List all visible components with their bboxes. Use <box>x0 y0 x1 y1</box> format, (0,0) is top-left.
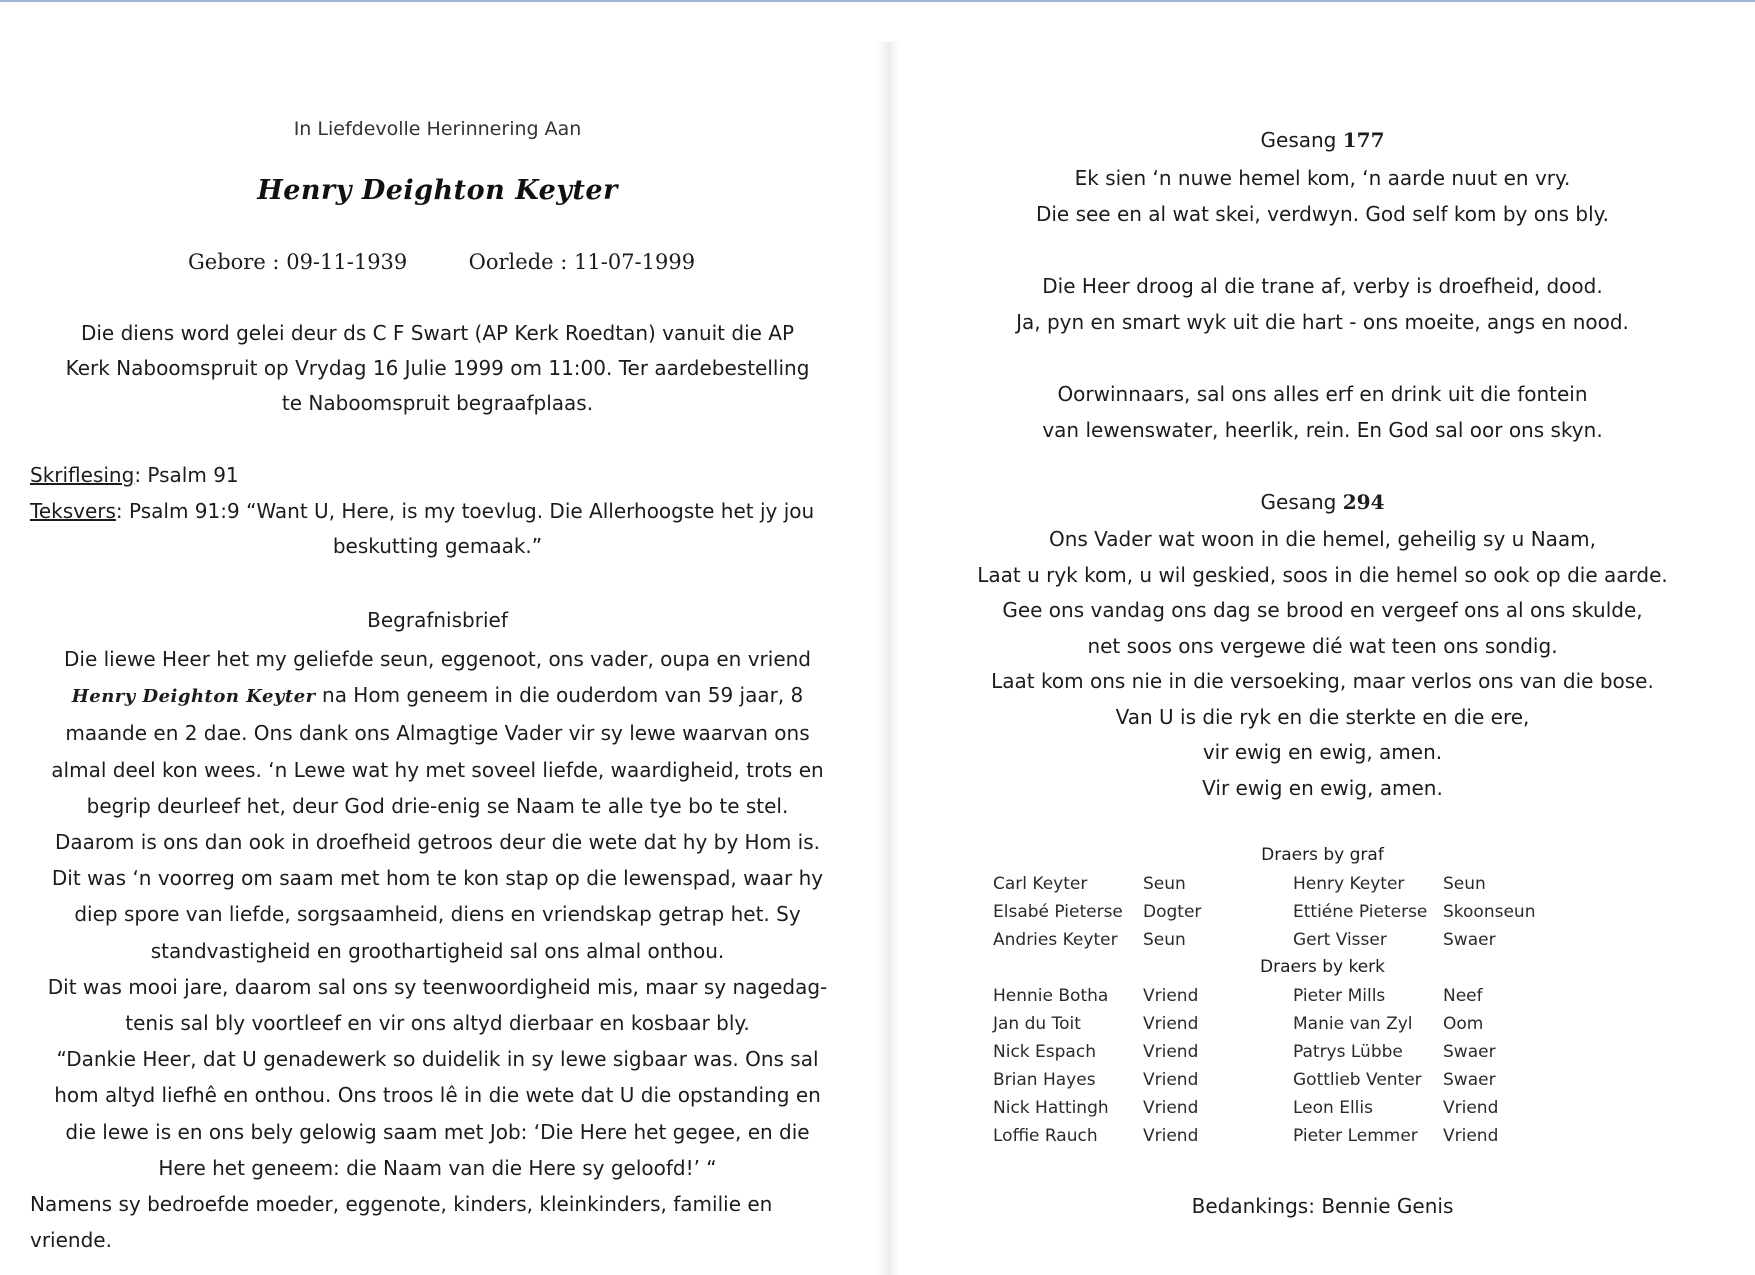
bearer-row <box>993 1094 1543 1122</box>
funeral-letter <box>0 641 875 1258</box>
letter-line: diep spore van liefde, sorgsaamheid, diens en vriendskap getrap het. Sy <box>74 902 801 927</box>
bearer-name: Gottlieb Venter <box>1293 1070 1422 1090</box>
bearer-name: Patrys Lübbe <box>1293 1042 1403 1062</box>
bearer-name: Carl Keyter <box>993 874 1088 894</box>
thanks-label: Bedankings <box>1191 1194 1309 1218</box>
dates-row <box>188 250 695 274</box>
hymn-2-line: vir ewig en ewig, amen. <box>1202 740 1443 764</box>
bearer-relation: Seun <box>1443 874 1486 894</box>
hymn-2-line: net soos ons vergewe dié wat teen ons sondig. <box>1087 633 1558 658</box>
bearer-relation: Vriend <box>1143 1014 1199 1034</box>
hymn-1-line: Die see en al wat skei, verdwyn. God self kom by ons bly. <box>1035 202 1610 226</box>
bearer-row <box>993 1122 1543 1150</box>
letter-line: standvastigheid en groothartigheid sal ons almal onthou. <box>150 938 725 963</box>
bearers-church-title: Draers by kerk <box>1260 957 1385 977</box>
bearer-name: Nick Espach <box>993 1042 1096 1062</box>
bearer-relation: Vriend <box>1143 1070 1199 1090</box>
bearer-row <box>993 898 1543 926</box>
bearer-name: Henry Keyter <box>1293 874 1405 894</box>
born-date: 09-11-1939 <box>286 250 408 274</box>
bearer-relation: Vriend <box>1143 1098 1199 1118</box>
letter-line: “Dankie Heer, dat U genadewerk so duidelik in sy lewe sigbaar was. Ons sal <box>56 1047 819 1072</box>
bearer-relation: Swaer <box>1443 930 1496 950</box>
bearer-name: Brian Hayes <box>993 1070 1096 1090</box>
memorial-heading: In Liefdevolle Herinnering Aan <box>293 118 582 140</box>
hymn-2-line: Gee ons vandag ons dag se brood en vergeef ons al ons skulde, <box>1002 598 1643 622</box>
letter-line: Dit was mooi jare, daarom sal ons sy teenwoordigheid mis, maar sy nagedag- <box>47 974 828 999</box>
thanks <box>890 1194 1755 1218</box>
bearers-grave-title: Draers by graf <box>1261 845 1384 865</box>
bearer-relation: Vriend <box>1143 1042 1199 1062</box>
bearer-name: Elsabé Pieterse <box>993 902 1123 922</box>
hymn-2-number: 294 <box>1342 490 1385 514</box>
bearer-row <box>993 982 1543 1010</box>
letter-line: die lewe is en ons bely gelowig saam met Job: ‘Die Here het gegee, en die <box>65 1119 810 1144</box>
hymn-1-line: Die Heer droog al die trane af, verby is droefheid, dood. <box>1042 274 1603 298</box>
letter-line: maande en 2 dae. Ons dank ons Almagtige Vader vir sy lewe waarvan ons <box>65 721 810 746</box>
right-page <box>890 0 1755 1275</box>
hymn-1-number: 177 <box>1342 128 1385 152</box>
bearer-name: Jan du Toit <box>993 1014 1081 1034</box>
hymn-1-line: van lewenswater, heerlik, rein. En God sal oor ons skyn. <box>1042 418 1603 442</box>
scripture-reading <box>30 463 239 487</box>
hymn-1-line: Ja, pyn en smart wyk uit die hart - ons moeite, angs en nood. <box>1016 310 1629 334</box>
text-verse <box>30 499 814 523</box>
hymn-2-line: Laat u ryk kom, u wil geskied, soos in die hemel so ook op die aarde. <box>977 562 1668 587</box>
bearer-name: Loffie Rauch <box>993 1126 1098 1146</box>
bearers-church-table <box>993 982 1543 1150</box>
letter-line: hom altyd liefhê en onthou. Ons troos lê in die wete dat U die opstanding en <box>54 1083 821 1108</box>
hymn-2-title <box>890 490 1755 514</box>
bearer-name: Ettiéne Pieterse <box>1293 902 1428 922</box>
hymn-2-label: Gesang <box>1260 490 1343 514</box>
text-verse-value: : Psalm 91:9 “Want U, Here, is my toevlug. Die Allerhoogste het jy jou <box>115 499 815 523</box>
hymn-2-text <box>890 522 1755 806</box>
bearer-name: Pieter Lemmer <box>1293 1126 1418 1146</box>
born-label: Gebore : <box>188 250 280 274</box>
hymn-2-line: Laat kom ons nie in die versoeking, maar verlos ons van die bose. <box>991 669 1654 693</box>
bearer-name: Andries Keyter <box>993 930 1118 950</box>
text-verse-label: Teksvers <box>30 499 116 523</box>
left-page <box>0 0 875 1275</box>
bearer-relation: Swaer <box>1443 1070 1496 1090</box>
bearer-relation: Skoonseun <box>1443 902 1536 922</box>
bearer-name: Nick Hattingh <box>993 1098 1109 1118</box>
hymn-1-line <box>890 232 1755 268</box>
bearer-relation: Seun <box>1143 930 1186 950</box>
bearer-name: Gert Visser <box>1293 930 1387 950</box>
text-verse-continued: beskutting gemaak.” <box>332 534 543 558</box>
bearer-relation: Oom <box>1443 1014 1484 1034</box>
bearer-name: Hennie Botha <box>993 986 1109 1006</box>
bearer-relation: Vriend <box>1443 1126 1499 1146</box>
bearer-relation: Swaer <box>1443 1042 1496 1062</box>
bearer-relation: Neef <box>1443 986 1483 1006</box>
reading-label: Skriflesing <box>30 463 135 487</box>
reading-value: : Psalm 91 <box>134 463 239 487</box>
hymn-1-line <box>890 340 1755 376</box>
bearer-row <box>993 1010 1543 1038</box>
bearer-relation: Vriend <box>1143 1126 1199 1146</box>
hymn-2-line: Vir ewig en ewig, amen. <box>1202 775 1443 800</box>
service-line: Kerk Naboomspruit op Vrydag 16 Julie 1999 om 11:00. Ter aardebestelling <box>65 356 810 380</box>
died-date: 11-07-1999 <box>574 250 696 274</box>
bearer-name: Pieter Mills <box>1293 986 1386 1006</box>
bearer-row <box>993 1038 1543 1066</box>
letter-line: Namens sy bedroefde moeder, eggenote, kinders, kleinkinders, familie en <box>30 1192 773 1217</box>
bearer-name: Leon Ellis <box>1293 1098 1373 1118</box>
thanks-value: : Bennie Genis <box>1308 1194 1454 1218</box>
service-info <box>0 316 875 421</box>
bearer-relation: Vriend <box>1443 1098 1499 1118</box>
bearers-grave-table <box>993 870 1543 954</box>
letter-line: Die liewe Heer het my geliefde seun, eggenoot, ons vader, oupa en vriend <box>63 647 812 671</box>
letter-line-rest: na Hom geneem in die ouderdom van 59 jaar, 8 <box>315 683 804 708</box>
letter-line: Here het geneem: die Naam van die Here sy geloofd!’ “ <box>158 1155 717 1180</box>
letter-line: Daarom is ons dan ook in droefheid getroos deur die wete dat hy by Hom is. <box>55 830 820 855</box>
bearer-row <box>993 926 1543 954</box>
letter-line <box>0 677 875 715</box>
hymn-2-line: Van U is die ryk en die sterkte en die ere, <box>1115 704 1530 729</box>
service-line: te Naboomspruit begraafplaas. <box>281 391 594 415</box>
letter-title: Begrafnisbrief <box>367 608 508 632</box>
bearer-row <box>993 870 1543 898</box>
deceased-name: Henry Deighton Keyter <box>257 175 618 206</box>
letter-line: tenis sal bly voortleef en vir ons altyd dierbaar en kosbaar bly. <box>125 1011 750 1036</box>
bearer-relation: Dogter <box>1143 902 1202 922</box>
hymn-1-label: Gesang <box>1260 128 1343 152</box>
service-line: Die diens word gelei deur ds C F Swart (AP Kerk Roedtan) vanuit die AP <box>80 321 795 345</box>
letter-line: vriende. <box>30 1228 112 1253</box>
bearer-relation: Seun <box>1143 874 1186 894</box>
bearers-grave-rows <box>993 870 1543 954</box>
died-label: Oorlede : <box>468 250 568 274</box>
hymn-1-title <box>890 128 1755 152</box>
hymn-1-line: Oorwinnaars, sal ons alles erf en drink uit die fontein <box>1057 382 1588 406</box>
bearer-name: Manie van Zyl <box>1293 1014 1413 1034</box>
letter-name: Henry Deighton Keyter <box>71 686 316 708</box>
letter-line: almal deel kon wees. ‘n Lewe wat hy met soveel liefde, waardigheid, trots en <box>51 757 824 782</box>
hymn-1-line: Ek sien ‘n nuwe hemel kom, ‘n aarde nuut en vry. <box>1074 166 1571 190</box>
hymn-1-text <box>890 160 1755 448</box>
bearers-church-rows <box>993 982 1543 1150</box>
hymn-2-line: Ons Vader wat woon in die hemel, geheilig sy u Naam, <box>1048 527 1597 551</box>
letter-line: begrip deurleef het, deur God drie-enig se Naam te alle tye bo te stel. <box>86 793 789 818</box>
bearer-relation: Vriend <box>1143 986 1199 1006</box>
bearer-row <box>993 1066 1543 1094</box>
letter-line: Dit was ‘n voorreg om saam met hom te kon stap op die lewenspad, waar hy <box>51 866 824 891</box>
